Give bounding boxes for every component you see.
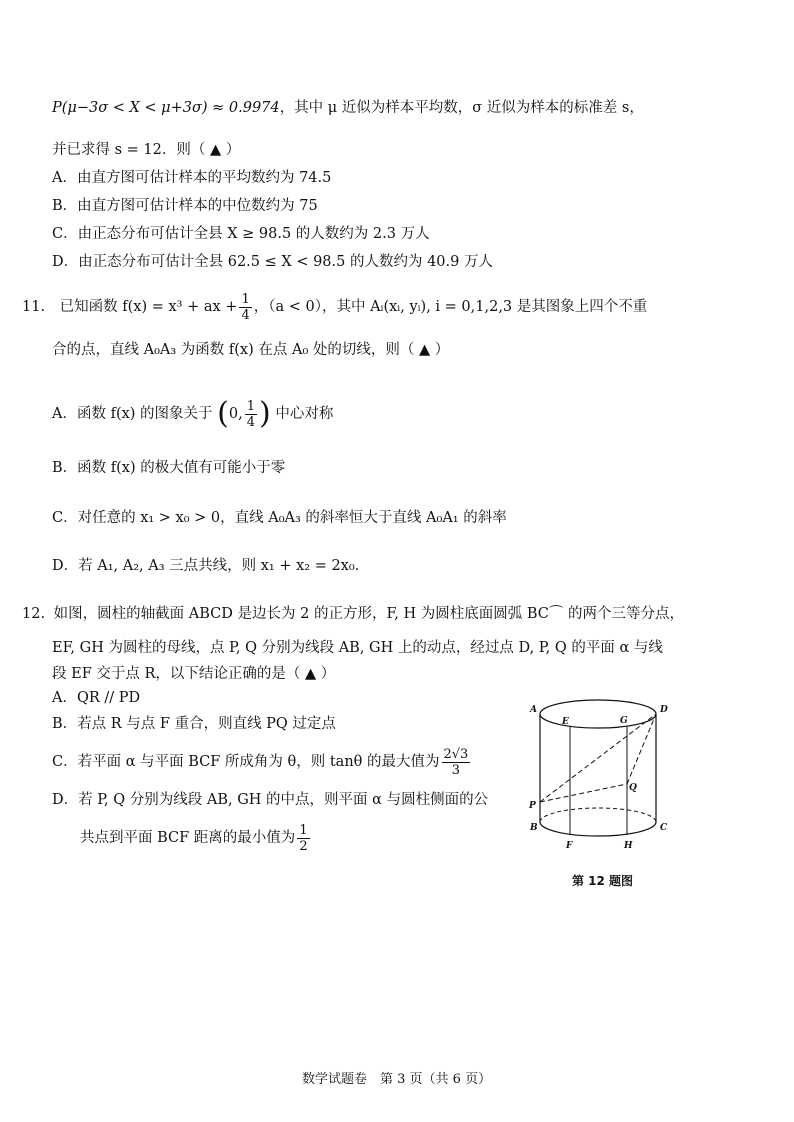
q12-option-c <box>52 742 472 782</box>
label-B: B <box>530 823 538 833</box>
q11-optA-num: 1 <box>246 398 256 414</box>
q12-stem-line1 <box>22 604 684 624</box>
q12-optD-pre: 共点到平面 BCF 距离的最小值为 <box>80 830 296 846</box>
page-footer: 数学试题卷 第 3 页（共 6 页） <box>302 1072 492 1087</box>
cylinder-top-ellipse <box>540 700 656 728</box>
q11-option-a <box>52 394 333 434</box>
q11-frac-num: 1 <box>241 291 250 307</box>
q12-stem-line3: 段 EF 交于点 R，以下结论正确的是（ ▲ ） <box>52 666 336 682</box>
q12-number: 12. <box>22 606 46 622</box>
q12-stem-line2: EF, GH 为圆柱的母线，点 P, Q 分别为线段 AB, GH 上的动点，经过点 D, P, Q 的平面 α 与线 <box>52 640 663 656</box>
q10-line1-text: ，其中 μ 近似为样本平均数，σ 近似为样本的标准差 s， <box>279 100 644 116</box>
cylinder-bottom-back-arc <box>540 808 656 822</box>
q11-optA-fraction <box>245 400 257 429</box>
q12-cylinder-figure <box>528 690 678 876</box>
q11-optA-rparen: ) <box>259 396 271 431</box>
q11-optA-post: 中心对称 <box>275 406 334 422</box>
q11-optA-lparen: ( <box>217 396 229 431</box>
q10-option-b: B．由直方图可估计样本的中位数约为 75 <box>52 198 318 214</box>
q11-number: 11. <box>22 299 46 315</box>
q12-optC-den: 3 <box>451 762 461 778</box>
q10-option-d: D．由正态分布可估计全县 62.5 ≤ X < 98.5 的人数约为 40.9 万人 <box>52 254 493 270</box>
q11-optA-point: 0, <box>228 406 243 422</box>
q12-optD-fraction <box>297 824 309 853</box>
q10-line2: 并已求得 s = 12．则（ ▲ ） <box>52 142 241 158</box>
q10-option-c: C．由正态分布可估计全县 X ≥ 98.5 的人数约为 2.3 万人 <box>52 226 430 242</box>
q12-option-d-line2 <box>80 818 312 858</box>
q11-stem-line1 <box>22 290 647 324</box>
segment-PQ <box>540 784 627 802</box>
label-C: C <box>660 823 668 833</box>
q12-option-a: A．QR // PD <box>52 690 141 706</box>
q10-option-a: A．由直方图可估计样本的平均数约为 74.5 <box>52 170 332 186</box>
segment-QD <box>627 714 656 784</box>
q10-formula: P(μ−3σ < X < μ+3σ) ≈ 0.9974 <box>52 100 280 116</box>
q12-optC-fraction <box>442 748 471 777</box>
q11-fraction <box>239 293 251 322</box>
q12-figure-caption: 第 12 题图 <box>572 874 634 888</box>
label-G: G <box>620 716 628 726</box>
label-A: A <box>530 705 537 715</box>
q11-optA-den: 4 <box>246 414 256 430</box>
label-Q: Q <box>629 783 637 793</box>
cylinder-bottom-front-arc <box>540 822 656 836</box>
q11-option-c: C．对任意的 x₁ > x₀ > 0，直线 A₀A₃ 的斜率恒大于直线 A₀A₁ 的斜率 <box>52 510 507 526</box>
label-D: D <box>660 705 668 715</box>
label-P: P <box>529 801 536 811</box>
label-E: E <box>562 717 569 727</box>
q12-option-b: B．若点 R 与点 F 重合，则直线 PQ 过定点 <box>52 716 336 732</box>
q12-optD-den: 2 <box>299 838 308 854</box>
q11-option-d: D．若 A₁, A₂, A₃ 三点共线，则 x₁ + x₂ = 2x₀． <box>52 558 370 574</box>
segment-PD <box>540 714 656 802</box>
q11-stem-line2: 合的点，直线 A₀A₃ 为函数 f(x) 在点 A₀ 处的切线，则（ ▲ ） <box>52 342 450 358</box>
q11-optA-pre: A．函数 f(x) 的图象关于 <box>52 406 213 422</box>
q11-frac-den: 4 <box>241 307 250 323</box>
q11-option-b: B．函数 f(x) 的极大值有可能小于零 <box>52 460 286 476</box>
q12-optD-num: 1 <box>299 822 308 838</box>
label-F: F <box>566 841 573 851</box>
q12-optC-num: 2√3 <box>443 746 469 762</box>
q10-formula-line <box>52 98 644 118</box>
q11-stem-part2: ，（a < 0），其中 Aᵢ(xᵢ, yᵢ), i = 0,1,2,3 是其图象上四个不重 <box>253 299 648 315</box>
q12-option-d-line1: D．若 P, Q 分别为线段 AB, GH 的中点，则平面 α 与圆柱侧面的公 <box>52 792 489 808</box>
label-H: H <box>624 841 633 851</box>
q11-stem-part1: 已知函数 f(x) = x³ + ax + <box>59 299 238 315</box>
q12-optC-pre: C．若平面 α 与平面 BCF 所成角为 θ，则 tanθ 的最大值为 <box>52 754 440 770</box>
q12-stem1: 如图，圆柱的轴截面 ABCD 是边长为 2 的正方形，F, H 为圆柱底面圆弧 BC⌒ 的两个三等分点， <box>53 606 684 622</box>
